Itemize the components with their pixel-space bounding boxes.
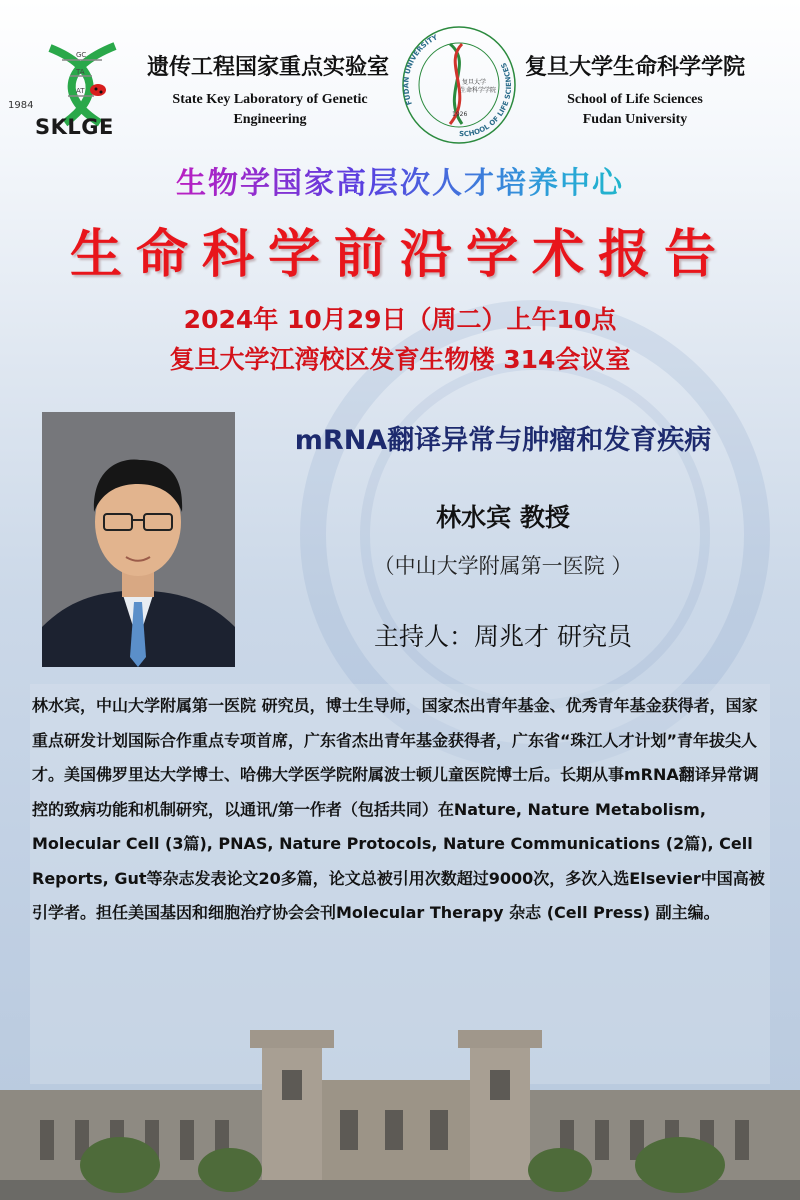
svg-text:生命科学学院: 生命科学学院 [460,87,497,94]
event-venue: 复旦大学江湾校区发育生物楼 314会议室 [169,345,631,374]
school-name-cn: 复旦大学生命科学学院 [524,55,745,80]
talk-title: mRNA翻译异常与肿瘤和发育疾病 [294,425,712,456]
campus-building-photo [0,1030,800,1200]
speaker-photo [42,412,235,667]
event-title: 生命科学前沿学术报告 [69,224,730,285]
school-name-en-line2: Fudan University [582,112,688,127]
lab-name-en [140,90,400,130]
watermark-seal-inner [360,360,710,710]
fudan-life-sciences-seal-icon [400,24,518,146]
svg-text:TA: TA [76,68,85,76]
svg-text:FUDAN UNIVERSITY: FUDAN UNIVERSITY [402,33,439,107]
host: 主持人：周兆才 研究员 [374,622,632,651]
svg-text:复旦大学: 复旦大学 [462,79,487,86]
lab-name-en-line1: State Key Laboratory of Genetic [172,92,368,107]
sklge-logo-text: SKLGE [35,115,114,139]
svg-text:AT: AT [76,87,85,95]
school-name-en-line1: School of Life Sciences [567,92,703,107]
speaker-affiliation: （中山大学附属第一医院 ） [373,554,633,578]
svg-text:SCHOOL OF LIFE SCIENCES: SCHOOL OF LIFE SCIENCES [458,61,514,139]
header [0,0,800,150]
event-date: 2024年 10月29日（周二）上午10点 [183,305,617,334]
sklge-year: 1984 [8,100,34,111]
speaker-bio: 林水宾，中山大学附属第一医院 研究员，博士生导师，国家杰出青年基金、优秀青年基金获得者，国家重点研发计划国际合作重点专项首席，广东省杰出青年基金获得者，广东省“珠江人才计划”青年拔尖人才。美国佛罗里达大学博士、哈佛大学医学院附属波士顿儿童医院博士后。长期从事mRNA翻译异常调控的致病功能和机制研究，以通讯/第一作者（包括共同）在Nature, Nature Metabolism, Molecular Cell (3篇), PNAS, Nature Protocols, Nature Communications (2篇), Cell Reports, Gut等杂志发表论文20多篇，论文总被引用次数超过9000次，多次入选Elsevier中国高被引学者。担任美国基因和细胞治疗协会会刊Molecular Therapy 杂志 (Cell Press) 副主编。 [30,684,770,1084]
svg-text:GC: GC [76,51,87,59]
speaker-name: 林水宾 教授 [436,503,570,532]
lab-name-cn: 遗传工程国家重点实验室 [146,55,389,80]
training-center-title: 生物学国家高层次人才培养中心 [0,158,800,202]
lab-name-en-line2: Engineering [233,112,307,127]
svg-text:1926: 1926 [452,111,468,118]
school-name-en [510,90,760,130]
speaker-portrait-icon [42,412,235,667]
